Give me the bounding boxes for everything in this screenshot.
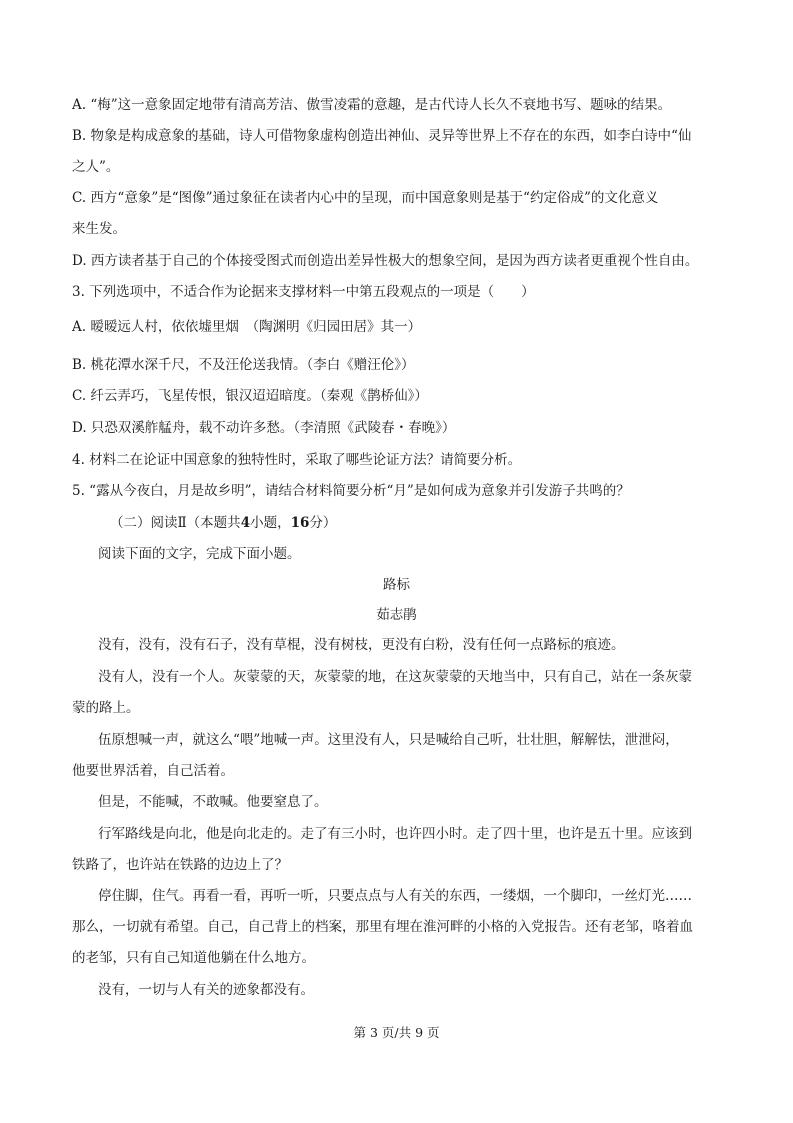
q3-stem: 3. 下列选项中，不适合作为论据来支撑材料一中第五段观点的一项是（ ）	[72, 284, 535, 300]
section-suffix: 分）	[309, 515, 337, 531]
story-paragraph-3-cont: 他要世界活着，自己活着。	[72, 763, 234, 779]
section-prefix: （二）阅读Ⅱ（本题共	[110, 515, 241, 531]
q4-text: 4. 材料二在论证中国意象的独特性时，采取了哪些论证方法？请简要分析。	[72, 452, 522, 468]
q2-option-b-cont: 之人”。	[72, 159, 120, 175]
story-paragraph-6-cont: 那么，一切就有希望。自己，自己背上的档案，那里有埋在淮河畔的小格的入党报告。还有老邹，咯着血	[72, 919, 693, 935]
story-paragraph-1: 没有，没有，没有石子，没有草棍，没有树枝，更没有白粉，没有任何一点路标的痕迹。	[98, 637, 625, 653]
story-paragraph-5-cont: 铁路了，也许站在铁路的边边上了？	[72, 857, 288, 873]
story-author: 茹志鹃	[376, 607, 417, 623]
story-paragraph-5: 行军路线是向北，他是向北走的。走了有三小时，也许四小时。走了四十里，也许是五十里。应该到	[98, 826, 692, 842]
story-paragraph-3: 伍原想喊一声，就这么“喂”地喊一声。这里没有人，只是喊给自己听，壮壮胆，解解怯，泄泄闷，	[98, 732, 679, 748]
q2-option-d: D. 西方读者基于自己的个体接受图式而创造出差异性极大的想象空间，是因为西方读者更重视个性自由。	[72, 253, 699, 269]
story-title: 路标	[383, 577, 410, 593]
section-count: 4	[240, 515, 251, 531]
q3-option-a: A. 暧暧远人村，依依墟里烟 （陶渊明《归园田居》其一）	[72, 319, 422, 335]
page-footer: 第 3 页/共 9 页	[353, 1025, 440, 1040]
story-paragraph-6-cont2: 的老邹，只有自己知道他躺在什么地方。	[72, 950, 315, 966]
q2-option-b: B. 物象是构成意象的基础，诗人可借物象虚构创造出神仙、灵异等世界上不存在的东西，如李白诗中“仙	[72, 128, 692, 144]
section-mid: 小题，	[250, 515, 291, 531]
q5-text: 5. “露从今夜白，月是故乡明”，请结合材料简要分析“月”是如何成为意象并引发游子共鸣的？	[72, 483, 630, 499]
reading-instruction: 阅读下面的文字，完成下面小题。	[98, 546, 301, 562]
q2-option-a: A. “梅”这一意象固定地带有清高芳洁、傲雪凌霜的意趣，是古代诗人长久不衰地书写、题咏的结果。	[72, 97, 672, 113]
story-paragraph-7: 没有，一切与人有关的迹象都没有。	[98, 982, 314, 998]
q2-option-c-cont: 来生发。	[72, 221, 126, 237]
story-paragraph-6: 停住脚，住气。再看一看，再听一听，只要点点与人有关的东西，一缕烟，一个脚印，一丝灯光……	[98, 888, 692, 904]
section-score: 16	[290, 515, 310, 531]
q3-option-d: D. 只恐双溪舴艋舟，载不动许多愁。（李清照《武陵春・春晚》）	[72, 420, 456, 436]
q3-option-c: C. 纤云弄巧，飞星传恨，银汉迢迢暗度。（秦观《鹊桥仙》）	[72, 388, 428, 404]
story-paragraph-2-cont: 蒙的路上。	[72, 700, 140, 716]
story-paragraph-2: 没有人，没有一个人。灰蒙蒙的天，灰蒙蒙的地，在这灰蒙蒙的天地当中，只有自己，站在一条灰蒙	[98, 669, 692, 685]
story-paragraph-4: 但是，不能喊，不敢喊。他要窒息了。	[98, 794, 328, 810]
section-heading	[110, 514, 336, 532]
q3-option-b: B. 桃花潭水深千尺，不及汪伦送我情。（李白《赠汪伦》）	[72, 357, 415, 373]
q2-option-c: C. 西方“意象”是“图像”通过象征在读者内心中的呈现，而中国意象则是基于“约定俗成”的文化意义	[72, 190, 659, 206]
